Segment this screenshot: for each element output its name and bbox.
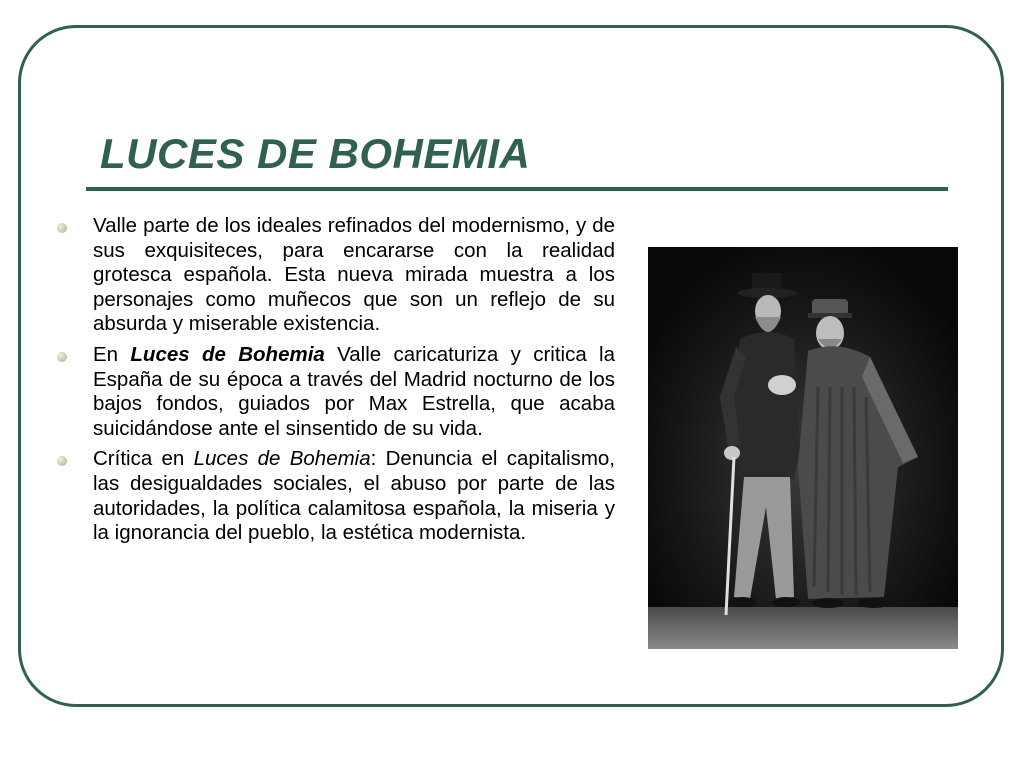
bullet-dot-icon [57, 456, 67, 466]
bullet-text-post: : Denuncia el capitalismo, las desigualdades sociales, el abuso por parte de las autoridades, la política calamitosa española, la miseria y la ignorancia del pueblo, la estética modernista. [93, 447, 616, 545]
bullet-item-3 [55, 447, 615, 545]
bullet-text-pre: Crítica en [93, 447, 194, 471]
bullet-title-emphasis: Luces de Bohemia [193, 447, 371, 471]
theatre-photo [648, 247, 958, 649]
title-underline [86, 187, 948, 191]
bullet-title-emphasis: Luces de Bohemia [130, 342, 325, 366]
bullet-text-post: Valle caricaturiza y critica la España de su época a través del Madrid nocturno de los bajos fondos, guiados por Max Estrella, que acaba suicidándose ante el sinsentido de su vida. [93, 342, 616, 440]
bullet-dot-icon [57, 223, 67, 233]
bullet-text: Valle parte de los ideales refinados del modernismo, y de sus exquisiteces, para encararse con la realidad grotesca española. Esta nueva mirada muestra a los personajes como muñecos que son un reflejo de su absurda y miserable existencia. [93, 214, 615, 336]
bullet-item-1 [55, 214, 615, 337]
theatre-photo-icon [648, 247, 958, 649]
bullet-text-pre: En [93, 342, 131, 366]
bullet-dot-icon [57, 352, 67, 362]
slide-title: LUCES DE BOHEMIA [100, 130, 531, 177]
bullet-list [55, 214, 615, 552]
bullet-item-2 [55, 343, 615, 441]
